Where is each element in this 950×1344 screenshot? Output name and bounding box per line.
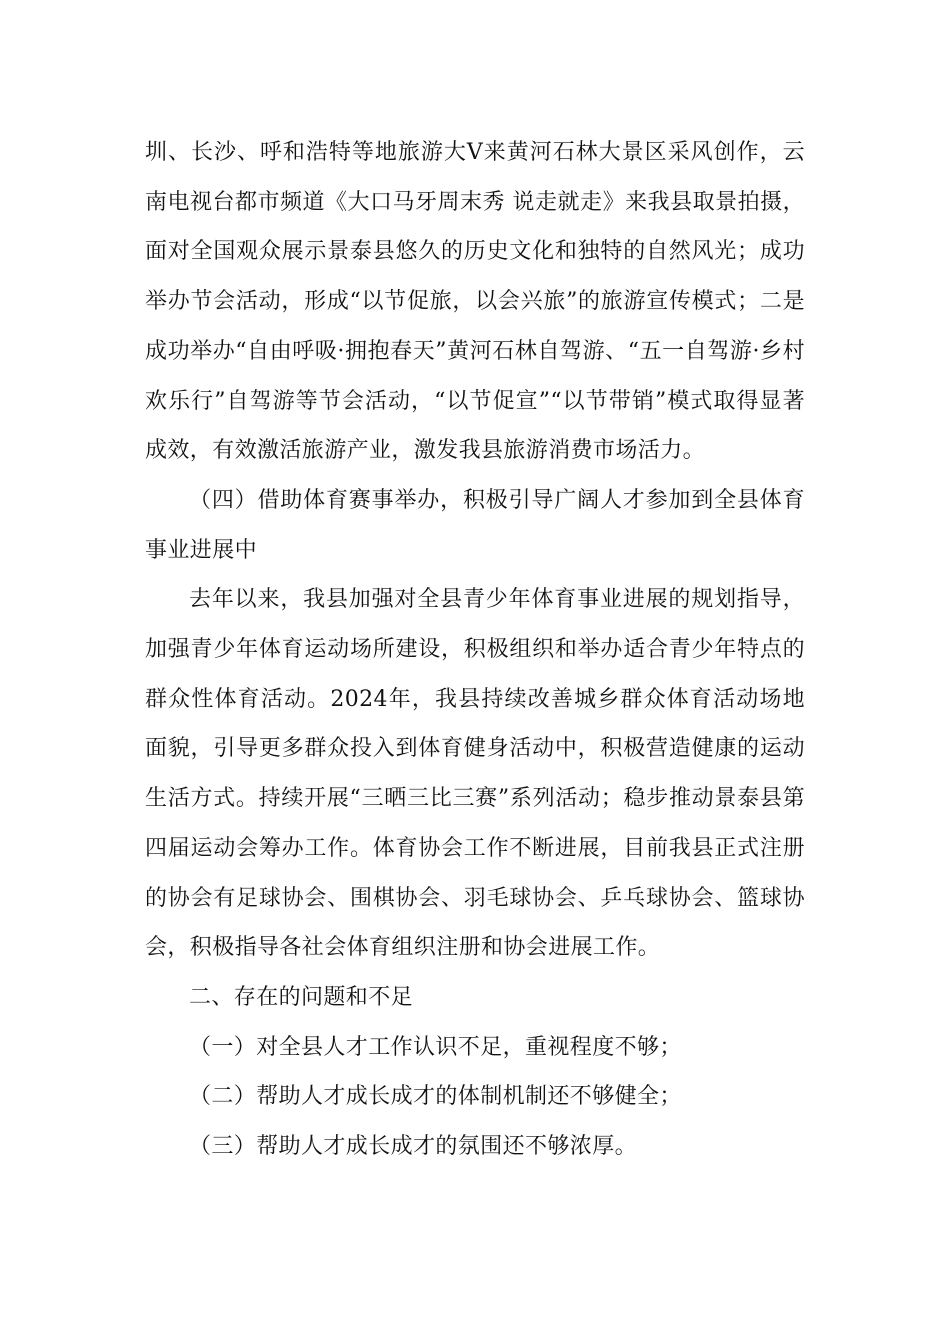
section-heading-problems: 二、存在的问题和不足: [189, 984, 414, 1010]
section-heading-sports-events: （四）借助体育赛事举办，积极引导广阔人才参加到全县体育事业进展中: [145, 487, 805, 563]
paragraph-youth-sports: 去年以来，我县加强对全县青少年体育事业进展的规划指导，加强青少年体育运动场所建设，积极组织和举办适合青少年特点的群众性体育活动。2024年，我县持续改善城乡群众体育活动场地面貌，引导更多群众投入到体育健身活动中，积极营造健康的运动生活方式。持续开展“三晒三比三赛”系列活动；稳步推动景泰县第四届运动会筹办工作。体育协会工作不断进展，目前我县正式注册的协会有足球协会、围棋协会、羽毛球协会、乒乓球协会、篮球协会，积极指导各社会体育组织注册和协会进展工作。: [145, 587, 805, 961]
problem-item-1: （一）对全县人才工作认识不足，重视程度不够；: [189, 1034, 682, 1060]
document-body: [145, 128, 805, 1172]
problem-item-3: （三）帮助人才成长成才的氛围还不够浓厚。: [189, 1134, 638, 1160]
paragraph-tourism-promotion: 圳、长沙、呼和浩特等地旅游大V来黄河石林大景区采风创作，云南电视台都市频道《大口马牙周末秀 说走就走》来我县取景拍摄，面对全国观众展示景泰县悠久的历史文化和独特的自然风光；成功举办节会活动，形成“以节促旅，以会兴旅”的旅游宣传模式；二是成功举办“自由呼吸·拥抱春天”黄河石林自驾游、“五一自驾游·乡村欢乐行”自驾游等节会活动，“以节促宣”“以节带销”模式取得显著成效，有效激活旅游产业，激发我县旅游消费市场活力。: [145, 140, 805, 464]
problem-item-2: （二）帮助人才成长成才的体制机制还不够健全；: [189, 1084, 682, 1110]
